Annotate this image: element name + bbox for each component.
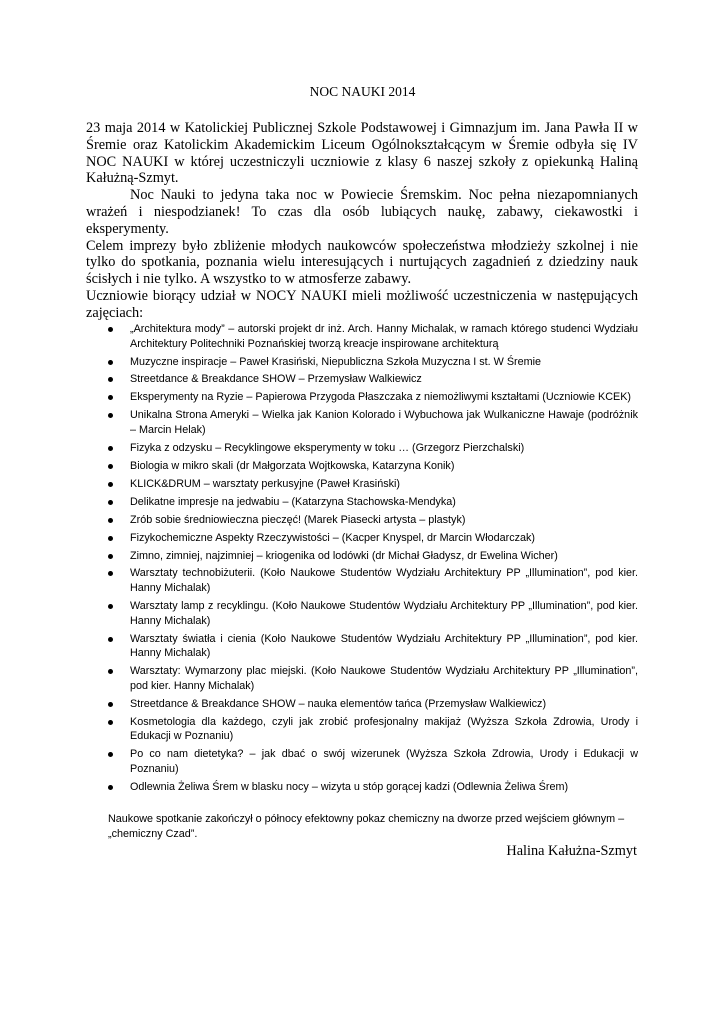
- intro-section: [86, 120, 638, 322]
- bullet-icon: [108, 571, 113, 576]
- list-item: Zrób sobie średniowieczna pieczęć! (Marek Piasecki artysta – plastyk): [108, 513, 638, 528]
- paragraph-description: Noc Nauki to jedyna taka noc w Powiecie Śremskim. Noc pełna niezapomnianych wrażeń i niespodzianek! To czas dla osób lubiących naukę, zabawy, ciekawostki i eksperymenty.: [86, 187, 638, 237]
- bullet-icon: [108, 604, 113, 609]
- list-item: Po co nam dietetyka? – jak dbać o swój wizerunek (Wyższa Szkoła Zdrowia, Urody i Edukacji w Poznaniu): [108, 747, 638, 776]
- list-item: Zimno, zimniej, najzimniej – kriogenika od lodówki (dr Michał Gładysz, dr Ewelina Wicher): [108, 549, 638, 564]
- list-item: Warsztaty światła i cienia (Koło Naukowe Studentów Wydziału Architektury PP „Illumination”, pod kier. Hanny Michalak): [108, 632, 638, 661]
- bullet-icon: [108, 446, 113, 451]
- list-item: Streetdance & Breakdance SHOW – Przemysław Walkiewicz: [108, 372, 638, 387]
- author-signature: Halina Kałużna-Szmyt: [506, 843, 637, 859]
- bullet-icon: [108, 327, 113, 332]
- bullet-icon: [108, 377, 113, 382]
- closing-paragraph: Naukowe spotkanie zakończył o północy efektowny pokaz chemiczny na dworze przed wejściem głównym – „chemiczny Czad”.: [108, 813, 625, 840]
- list-item: Fizyka z odzysku – Recyklingowe eksperymenty w toku … (Grzegorz Pierzchalski): [108, 441, 638, 456]
- list-item: Streetdance & Breakdance SHOW – nauka elementów tańca (Przemysław Walkiewicz): [108, 697, 638, 712]
- bullet-icon: [108, 785, 113, 790]
- bullet-icon: [108, 536, 113, 541]
- paragraph-event-info: 23 maja 2014 w Katolickiej Publicznej Szkole Podstawowej i Gimnazjum im. Jana Pawła II w Śremie oraz Katolickim Akademickim Liceum Ogólnokształcącym w Śremie odbyła się IV NOC NAUKI w której uczestniczyli uczniowie z klasy 6 naszej szkoły z opiekunką Haliną Kałużną-Szmyt.: [86, 120, 638, 187]
- bullet-icon: [108, 669, 113, 674]
- list-item: „Architektura mody” – autorski projekt dr inż. Arch. Hanny Michalak, w ramach którego studenci Wydziału Architektury Politechniki Poznańskiej tworzą kreacje inspirowane architekturą: [108, 322, 638, 351]
- list-item: Warsztaty technobiżuterii. (Koło Naukowe Studentów Wydziału Architektury PP „Illumination”, pod kier. Hanny Michalak): [108, 566, 638, 595]
- bullet-icon: [108, 360, 113, 365]
- activities-list: [108, 322, 638, 798]
- bullet-icon: [108, 395, 113, 400]
- bullet-icon: [108, 518, 113, 523]
- bullet-icon: [108, 413, 113, 418]
- bullet-icon: [108, 752, 113, 757]
- document-title: NOC NAUKI 2014: [309, 84, 416, 99]
- bullet-icon: [108, 500, 113, 505]
- list-item: Biologia w mikro skali (dr Małgorzata Wojtkowska, Katarzyna Konik): [108, 459, 638, 474]
- bullet-icon: [108, 637, 113, 642]
- paragraph-purpose: Celem imprezy było zbliżenie młodych naukowców społeczeństwa młodzieży szkolnej i nie tylko do spotkania, poznania wielu interesujących i nurtujących zagadnień z dziedziny nauk ścisłych i nie tylko. A wszystko to w atmosferze zabawy.: [86, 237, 638, 288]
- bullet-icon: [108, 482, 113, 487]
- list-item: Warsztaty lamp z recyklingu. (Koło Naukowe Studentów Wydziału Architektury PP „Illumination”, pod kier. Hanny Michalak): [108, 599, 638, 628]
- list-item: Delikatne impresje na jedwabiu – (Katarzyna Stachowska-Mendyka): [108, 495, 638, 510]
- bullet-icon: [108, 554, 113, 559]
- list-item: Fizykochemiczne Aspekty Rzeczywistości – (Kacper Knyspel, dr Marcin Włodarczak): [108, 531, 638, 546]
- paragraph-activities-intro: Uczniowie biorący udział w NOCY NAUKI mieli możliwość uczestniczenia w następujących zajęciach:: [86, 287, 638, 321]
- bullet-icon: [108, 464, 113, 469]
- list-item: Kosmetologia dla każdego, czyli jak zrobić profesjonalny makijaż (Wyższa Szkoła Zdrowia, Urody i Edukacji w Poznaniu): [108, 715, 638, 744]
- list-item: Warsztaty: Wymarzony plac miejski. (Koło Naukowe Studentów Wydziału Architektury PP „Illumination”, pod kier. Hanny Michalak): [108, 664, 638, 693]
- list-item: KLICK&DRUM – warsztaty perkusyjne (Paweł Krasiński): [108, 477, 638, 492]
- list-item: Eksperymenty na Ryzie – Papierowa Przygoda Płaszczaka z niemożliwymi kształtami (Uczniowie KCEK): [108, 390, 638, 405]
- bullet-icon: [108, 702, 113, 707]
- list-item: Unikalna Strona Ameryki – Wielka jak Kanion Kolorado i Wybuchowa jak Wulkaniczne Hawaje (podróżnik – Marcin Helak): [108, 408, 638, 437]
- list-item: Odlewnia Żeliwa Śrem w blasku nocy – wizyta u stóp gorącej kadzi (Odlewnia Żeliwa Śrem): [108, 780, 638, 795]
- list-item: Muzyczne inspiracje – Paweł Krasiński, Niepubliczna Szkoła Muzyczna I st. W Śremie: [108, 355, 638, 370]
- bullet-icon: [108, 720, 113, 725]
